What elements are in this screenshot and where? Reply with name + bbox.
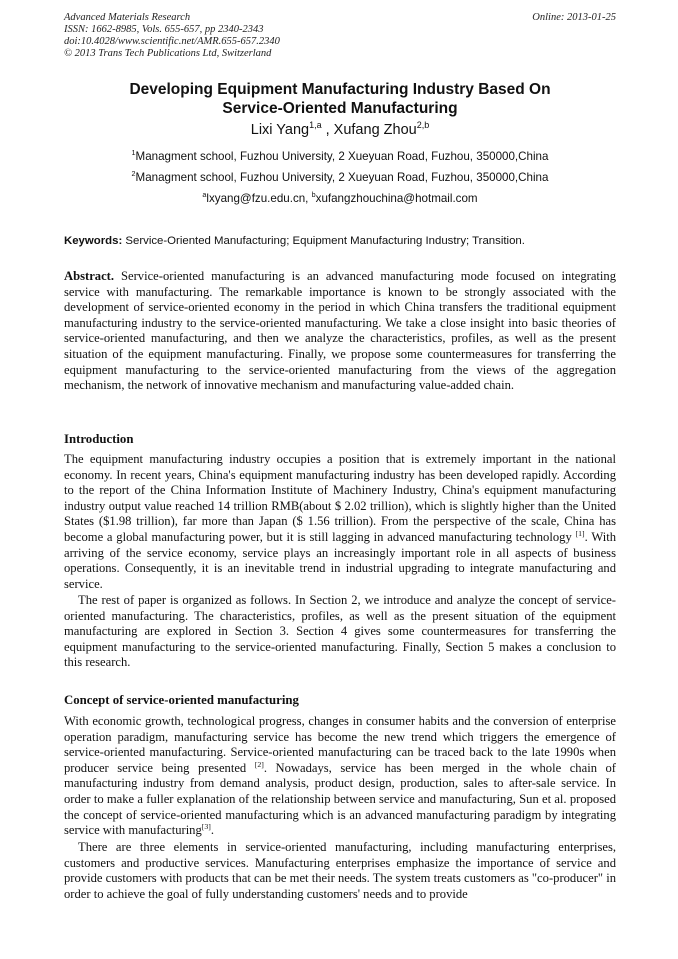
keywords-text: Service-Oriented Manufacturing; Equipment Manufacturing Industry; Transition. bbox=[122, 235, 525, 247]
online-date: Online: 2013-01-25 bbox=[532, 12, 616, 23]
concept-p1-text-a: With economic growth, technological progress, changes in consumer habits and the conversion of enterprise operation paradigm, manufacturing service has become the new trend which triggers the emergence of service-oriented manufacturing. Service-oriented manufacturing can be traced back to the late 1990s when producer service being presented bbox=[64, 714, 616, 775]
concept-p1-text-b: . Nowadays, service has been merged in the whole chain of manufacturing industry from demand analysis, product design, production, sales to after-sale service. In order to make a fuller explanation of the relationship between service and manufacturing, Sun et al. proposed the concept of service-oriented manufacturing which is an advanced manufacturing paradigm by integrating service with manufacturing bbox=[64, 760, 617, 838]
email-2: xufangzhouchina@hotmail.com bbox=[315, 192, 478, 205]
paper-title bbox=[64, 80, 616, 118]
title-line-2: Service-Oriented Manufacturing bbox=[222, 100, 458, 117]
affiliation-1-sup: 1 bbox=[131, 148, 136, 158]
abstract bbox=[64, 269, 616, 394]
affiliation-2 bbox=[64, 171, 616, 185]
journal-header bbox=[64, 12, 616, 60]
keywords bbox=[64, 234, 616, 248]
introduction-paragraph-2: The rest of paper is organized as follows. In Section 2, we introduce and analyze the concept of service-oriented manufacturing. The characteristics, profiles, as well as the present situation of the equipment manufacturing are explored in Section 3. Section 4 gives some countermeasures for transferring the equipment manufacturing to the service-oriented manufacturing. Finally, Section 5 makes a conclusion to this research. bbox=[64, 593, 616, 670]
email-1: lxyang@fzu.edu.cn, bbox=[206, 192, 312, 205]
concept-p1-text-c: . bbox=[210, 823, 215, 838]
citation-1: [1] bbox=[575, 528, 585, 538]
affiliation-2-text: Managment school, Fuzhou University, 2 Xueyuan Road, Fuzhou, 350000,China bbox=[135, 171, 549, 184]
introduction-heading: Introduction bbox=[64, 432, 134, 446]
abstract-text: Service-oriented manufacturing is an advanced manufacturing mode focused on integrating service with manufacturing. The remarkable importance is known to be strongly associated with the development of service-oriented economy in the period in which China transfers the traditional equipment manufacturing industry to the service-oriented manufacturing. We take a close insight into basic theories of service-oriented manufacturing, and then we analyze the characteristics, profiles, as well as the present situation of the equipment manufacturing. Finally, we propose some countermeasures for transferring the equipment manufacturing to the service-oriented manufacturing from the views of the aggregation mechanism, the network of innovative mechanism and manufacturing value-added chain. bbox=[64, 269, 616, 393]
author-line bbox=[64, 121, 616, 139]
affiliation-1-text: Managment school, Fuzhou University, 2 Xueyuan Road, Fuzhou, 350000,China bbox=[135, 150, 549, 163]
keywords-label: Keywords: bbox=[64, 235, 123, 247]
citation-2: [2] bbox=[254, 759, 264, 769]
author-separator: , bbox=[321, 122, 334, 138]
journal-name: Advanced Materials Research bbox=[64, 12, 191, 23]
email-2-sup: b bbox=[311, 190, 316, 200]
intro-p1-text-b: . With arriving of the service economy, service plays an increasingly important role in all aspects of business operations. Consequently, it is an inevitable trend in industrial upgrading to integrate manufacturing and service. bbox=[64, 529, 616, 591]
affiliation-2-sup: 2 bbox=[131, 169, 136, 179]
author-1: Lixi Yang bbox=[250, 122, 310, 138]
concept-paragraph-2: There are three elements in service-oriented manufacturing, including manufacturing enterprises, customers and productive services. Manufacturing enterprises emphasize the importance of service and provide customers with products that can be met their needs. The system treats customers as "co-producer" in order to achieve the goal of fully understanding customers' needs and to provide bbox=[64, 840, 616, 901]
author-2: Xufang Zhou bbox=[333, 122, 417, 138]
concept-paragraph-1 bbox=[64, 714, 616, 839]
copyright-line: © 2013 Trans Tech Publications Ltd, Switzerland bbox=[64, 48, 272, 59]
author-1-sup: 1,a bbox=[309, 120, 322, 131]
doi-line: doi:10.4028/www.scientific.net/AMR.655-657.2340 bbox=[64, 36, 280, 47]
abstract-label: Abstract. bbox=[64, 269, 115, 283]
email-1-sup: a bbox=[202, 190, 207, 200]
title-line-1: Developing Equipment Manufacturing Industry Based On bbox=[129, 81, 551, 98]
author-2-sup: 2,b bbox=[416, 120, 430, 131]
intro-p1-text-a: The equipment manufacturing industry occupies a position that is extremely important in the national economy. In recent years, China's equipment manufacturing industry has been developed rapidly. According to the report of the China Information Institute of Machinery Industry, China's equipment manufacturing industry output value reached 14 trillion RMB(about $ 2.02 trillion), which is slightly higher than the United States ($1.98 trillion), far more than Japan ($ 1.56 trillion). From the perspective of the scale, China has become a global manufacturing power, but it is still lagging in advanced manufacturing technology bbox=[64, 452, 616, 544]
concept-heading: Concept of service-oriented manufacturing bbox=[64, 693, 299, 707]
email-line bbox=[64, 192, 616, 206]
affiliation-1 bbox=[64, 150, 616, 164]
issn-line: ISSN: 1662-8985, Vols. 655-657, pp 2340-2343 bbox=[64, 24, 264, 35]
citation-3: [3] bbox=[201, 821, 211, 831]
introduction-paragraph-1 bbox=[64, 452, 616, 592]
